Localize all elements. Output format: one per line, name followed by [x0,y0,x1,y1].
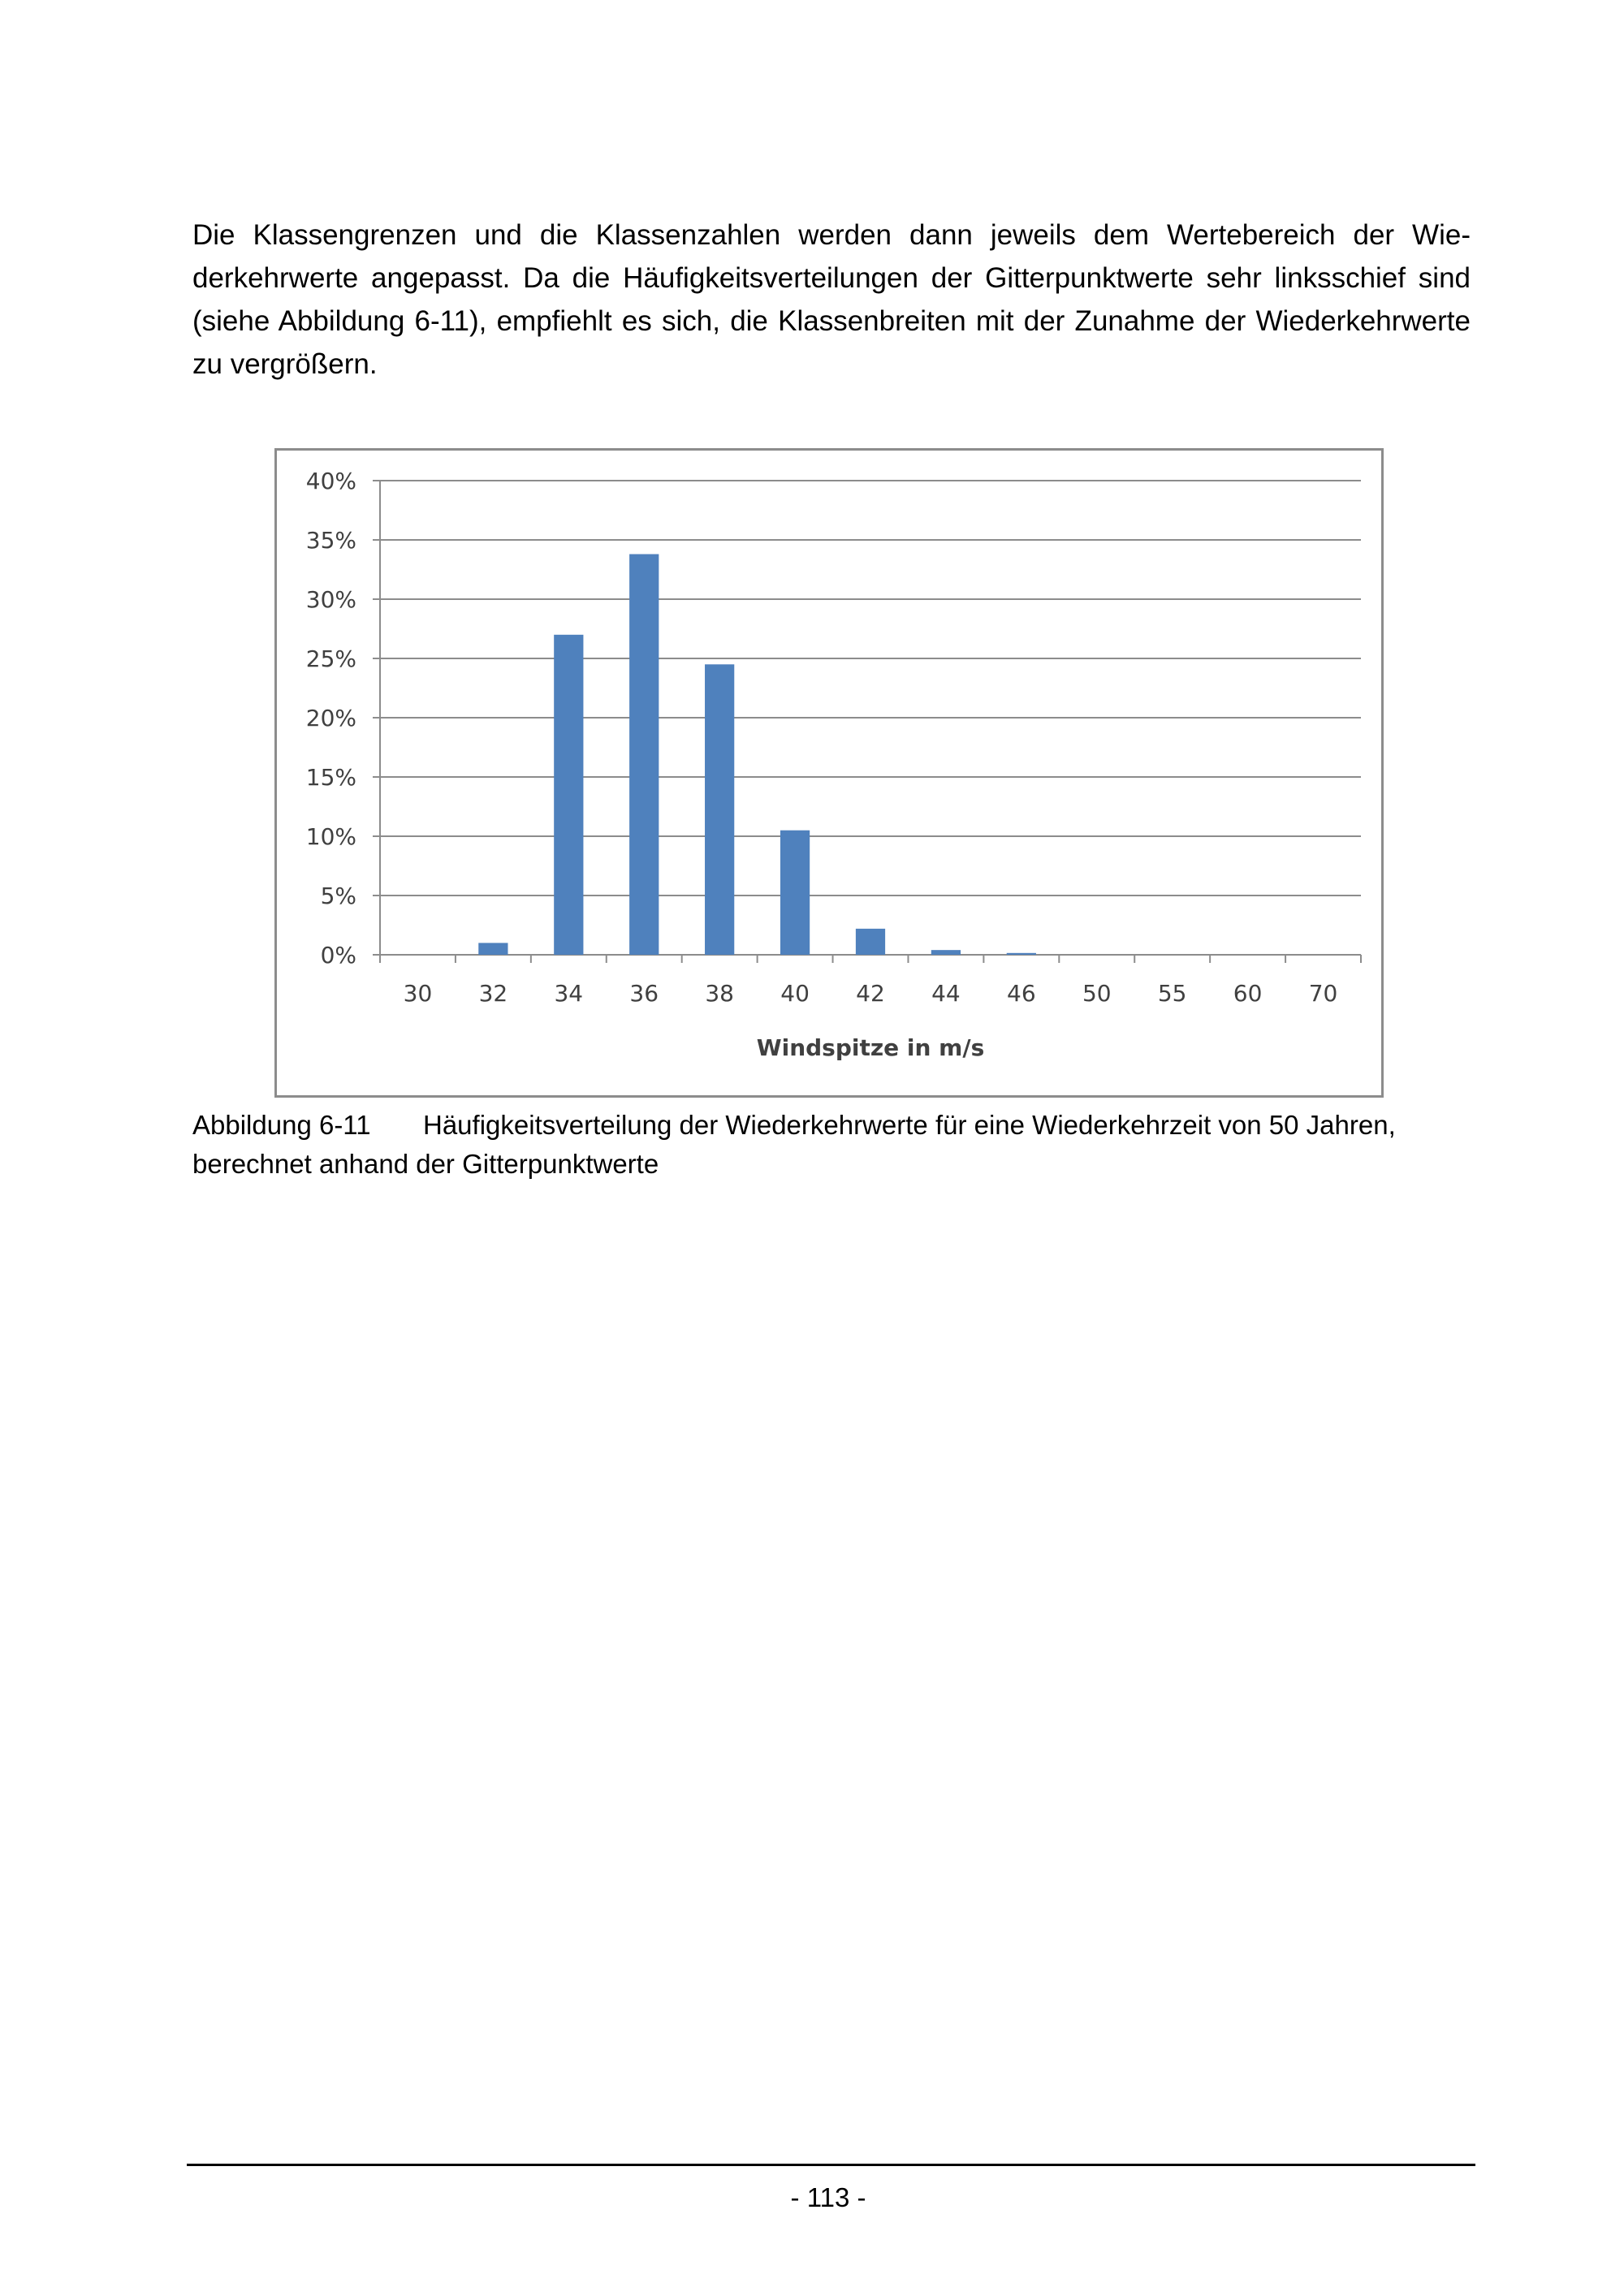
y-tick-label: 25% [305,645,356,672]
y-tick-label: 20% [305,705,356,732]
y-tick-label: 30% [305,586,356,613]
figure-caption-line2: berechnet anhand der Gitterpunktwerte [192,1149,659,1179]
bar-42 [856,929,885,955]
bar-38 [705,664,734,955]
x-tick-label: 30 [403,980,433,1007]
bar-chart [277,451,1381,1095]
x-tick-label: 60 [1233,980,1263,1007]
figure-caption [192,1106,1492,1184]
bar-46 [1007,953,1036,955]
y-tick-label: 15% [305,764,356,791]
y-tick-label: 0% [320,942,356,969]
bar-36 [629,555,659,955]
x-tick-label: 40 [780,980,810,1007]
x-tick-label: 70 [1308,980,1338,1007]
x-tick-label: 34 [554,980,584,1007]
y-tick-label: 5% [320,883,356,909]
figure-chart [274,448,1384,1098]
footer-rule [187,2164,1475,2166]
page-number: - 113 - [790,2182,866,2212]
figure-caption-line1: Häufigkeitsverteilung der Wiederkehrwerte für eine Wiederkehrzeit von 50 Jahren, [423,1110,1396,1140]
x-tick-label: 42 [856,980,885,1007]
y-tick-label: 40% [305,468,356,494]
bar-44 [931,950,961,955]
bar-40 [780,831,810,955]
x-tick-label: 32 [478,980,508,1007]
x-tick-label: 46 [1007,980,1036,1007]
y-tick-label: 10% [305,823,356,850]
x-tick-label: 36 [629,980,659,1007]
x-tick-label: 50 [1082,980,1112,1007]
y-tick-label: 35% [305,527,356,554]
body-paragraph: Die Klassengrenzen und die Klassenzahlen werden dann jeweils dem Wertebereich der Wiederkehrwerte angepasst. Da die Häufigkeitsverteilungen der Gitterpunktwerte sehr linksschief sind (siehe Abbildung 6-11), empfiehlt es sich, die Klassenbreiten mit der Zunahme der Wiederkehrwerte zu vergrößern. [192,219,1471,380]
figure-number: Abbildung 6-11 [192,1110,371,1140]
bar-34 [554,635,583,955]
x-axis-title: Windspitze in m/s [756,1034,985,1061]
x-tick-label: 44 [931,980,961,1007]
bar-32 [478,943,508,955]
x-tick-label: 38 [705,980,734,1007]
x-tick-label: 55 [1157,980,1187,1007]
